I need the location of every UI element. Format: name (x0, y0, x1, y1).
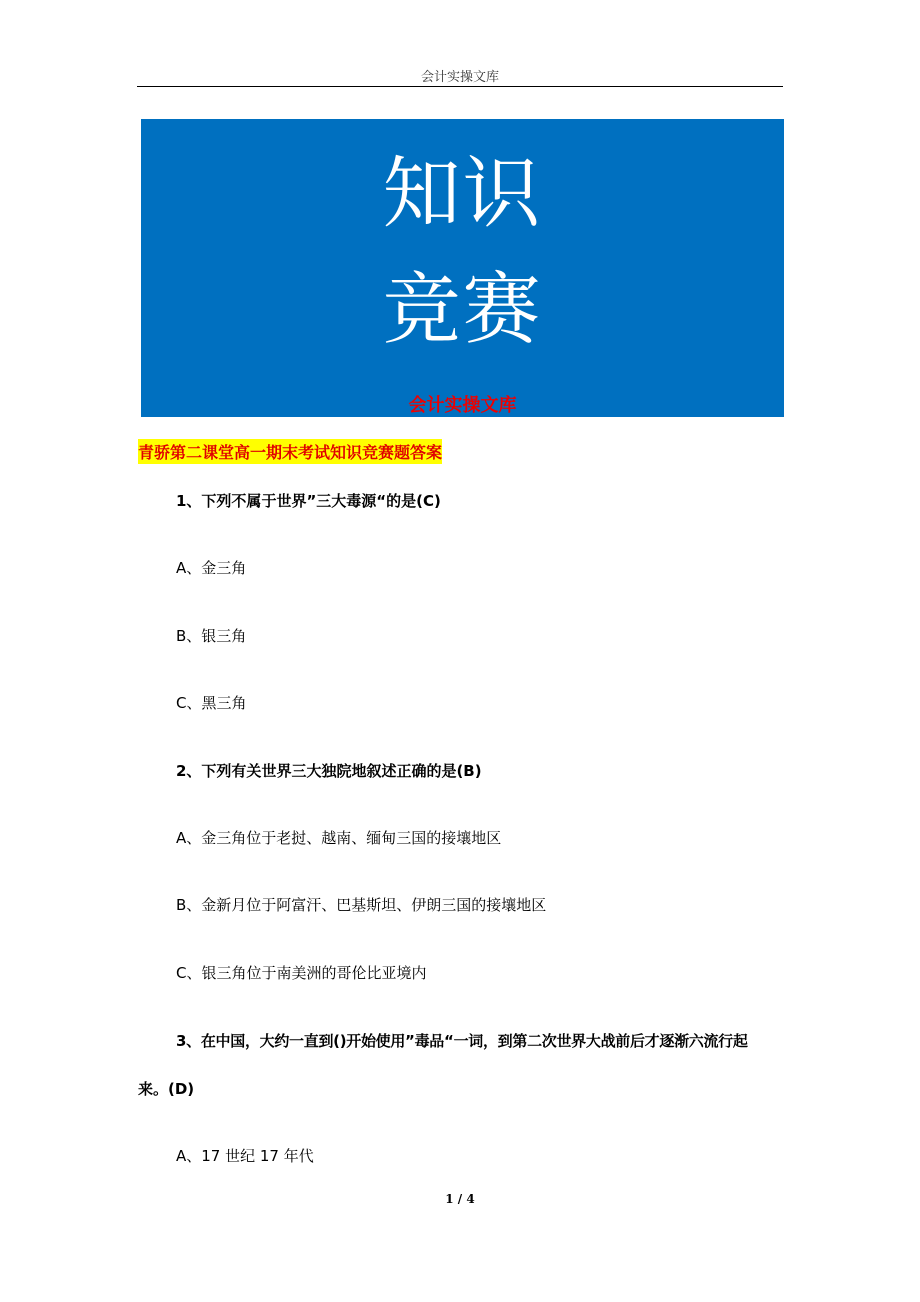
cover-banner (141, 119, 784, 417)
question-3: 3、在中国，大约一直到()开始使用”毒品“一词，到第二次世界大战前后才逐渐六流行起 (176, 1032, 748, 1050)
option: B、金新月位于阿富汗、巴基斯坦、伊朗三国的接壤地区 (176, 896, 547, 914)
option: B、银三角 (176, 627, 247, 645)
question-1: 1、下列不属于世界”三大毒源“的是(C) (176, 492, 441, 510)
question-3-continued: 来。(D) (138, 1080, 195, 1098)
banner-title-line2: 竞赛 (382, 265, 543, 355)
option: A、17 世纪 17 年代 (176, 1147, 314, 1165)
banner-title-line1: 知识 (382, 149, 543, 239)
page-header: 会计实操文库 (420, 70, 499, 85)
option: C、银三角位于南美洲的哥伦比亚境内 (176, 964, 427, 982)
header-divider (137, 86, 783, 87)
option: A、金三角位于老挝、越南、缅甸三国的接壤地区 (176, 829, 502, 847)
option: C、黑三角 (176, 694, 247, 712)
document-title: 青骄第二课堂高一期末考试知识竞赛题答案 (138, 439, 442, 464)
option: A、金三角 (176, 559, 247, 577)
banner-subtitle: 会计实操文库 (408, 395, 517, 416)
question-2: 2、下列有关世界三大独院地叙述正确的是(B) (176, 762, 482, 780)
page-number: 1 / 4 (445, 1192, 475, 1206)
